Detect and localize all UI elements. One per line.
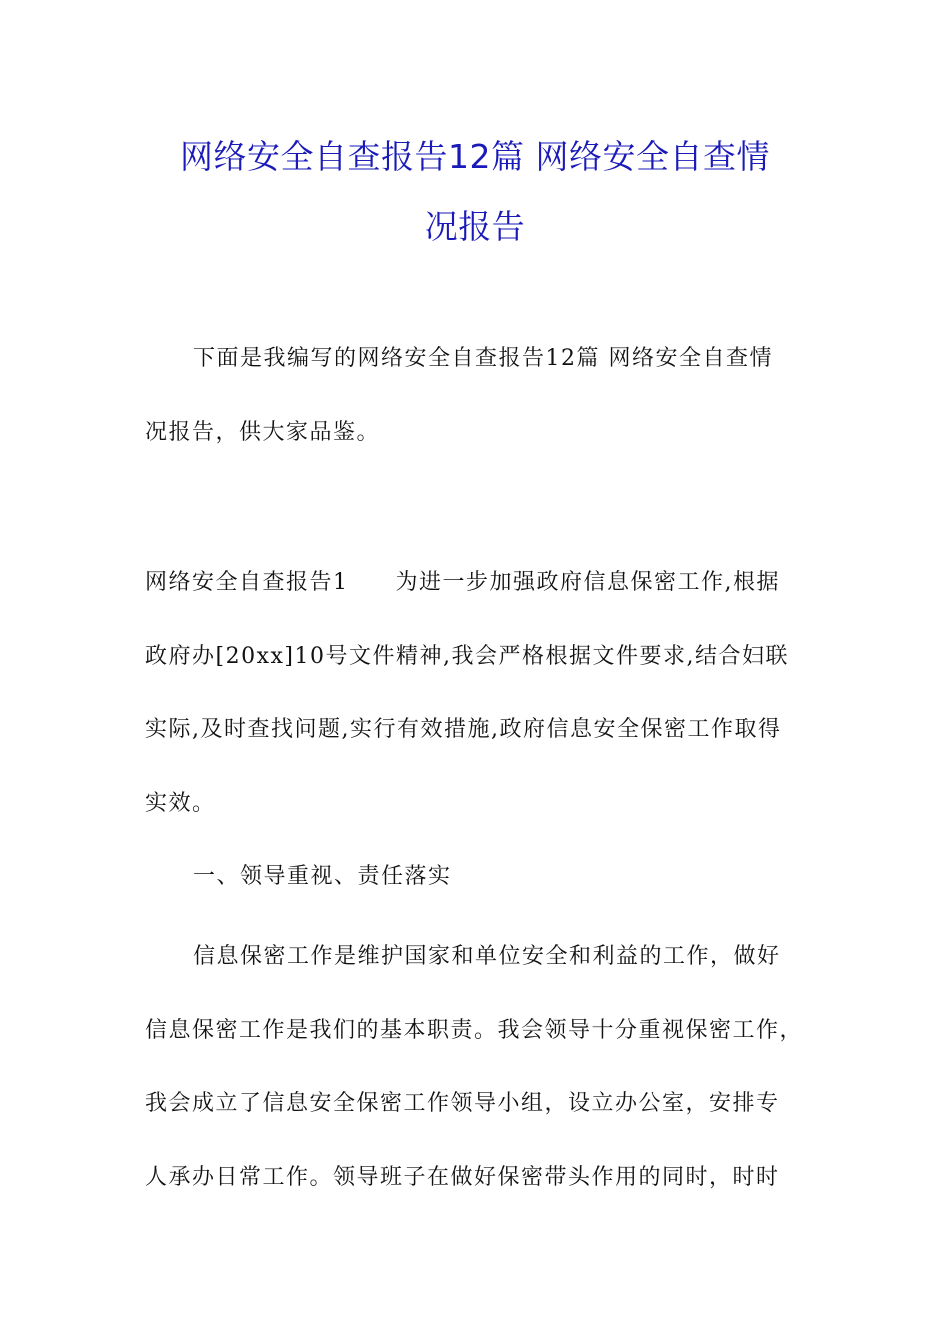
section-1-line-4: 实效。 <box>145 790 216 816</box>
intro-paragraph <box>145 322 805 469</box>
title-line-1: 网络安全自查报告12篇 网络安全自查情 <box>180 137 770 176</box>
body-line-3: 我会成立了信息安全保密工作领导小组，设立办公室，安排专 <box>145 1091 780 1116</box>
title-line-2: 况报告 <box>424 207 526 246</box>
body-paragraph <box>145 920 805 1214</box>
section-1-line-2: 政府办[20xx]10号文件精神,我会严格根据文件要求,结合妇联 <box>145 643 789 669</box>
section-1-paragraph <box>145 546 805 840</box>
intro-line-2: 况报告，供大家品鉴。 <box>145 419 381 445</box>
body-line-2: 信息保密工作是我们的基本职责。我会领导十分重视保密工作， <box>145 1017 804 1043</box>
heading-1-text: 一、领导重视、责任落实 <box>193 864 452 889</box>
section-1-line-1: 网络安全自查报告1 为进一步加强政府信息保密工作,根据 <box>145 570 780 595</box>
intro-line-1: 下面是我编写的网络安全自查报告12篇 网络安全自查情 <box>193 346 773 371</box>
document-title <box>145 122 805 262</box>
body-line-4: 人承办日常工作。领导班子在做好保密带头作用的同时，时时 <box>145 1164 780 1190</box>
section-1-line-3: 实际,及时查找问题,实行有效措施,政府信息安全保密工作取得 <box>145 717 782 742</box>
body-line-1: 信息保密工作是维护国家和单位安全和利益的工作，做好 <box>193 944 781 969</box>
section-heading-1 <box>145 840 805 914</box>
